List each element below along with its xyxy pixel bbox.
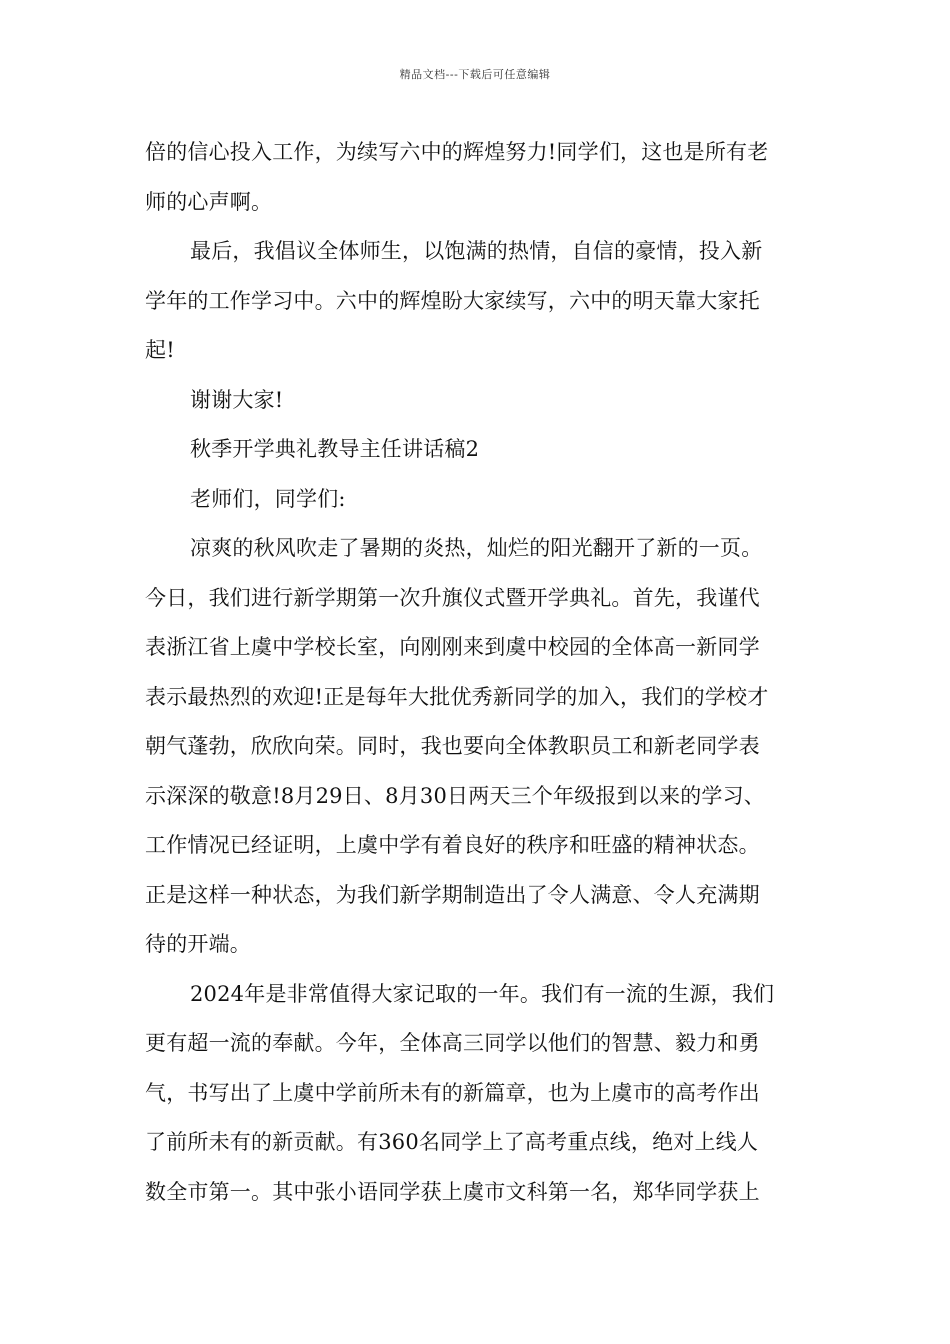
text-line: 气，书写出了上虞中学前所未有的新篇章，也为上虞市的高考作出 [145, 1080, 760, 1105]
page-header: 精品文档---下载后可任意编辑 [399, 68, 551, 81]
text-line: 表示最热烈的欢迎!正是每年大批优秀新同学的加入，我们的学校才 [145, 684, 769, 709]
text-line: 数全市第一。其中张小语同学获上虞市文科第一名，郑华同学获上 [145, 1179, 760, 1204]
text-line: 最后，我倡议全体师生，以饱满的热情，自信的豪情，投入新 [190, 239, 763, 263]
text-line: 示深深的敬意!8月29日、8月30日两天三个年级报到以来的学习、 [145, 783, 766, 808]
text-line: 师的心声啊。 [145, 189, 273, 214]
text-line: 学年的工作学习中。六中的辉煌盼大家续写，六中的明天靠大家托 [145, 288, 760, 313]
text-line: 正是这样一种状态，为我们新学期制造出了令人满意、令人充满期 [145, 882, 760, 907]
document-body [145, 128, 810, 1217]
text-line: 朝气蓬勃，欣欣向荣。同时，我也要向全体教职员工和新老同学表 [145, 734, 760, 758]
text-line: 老师们，同学们: [190, 486, 346, 511]
text-line: 了前所未有的新贡献。有360名同学上了高考重点线，绝对上线人 [145, 1130, 759, 1154]
text-line: 工作情况已经证明，上虞中学有着良好的秩序和旺盛的精神状态。 [145, 833, 760, 857]
text-line: 2024年是非常值得大家记取的一年。我们有一流的生源，我们 [190, 981, 775, 1006]
text-line: 表浙江省上虞中学校长室，向刚刚来到虞中校园的全体高一新同学 [145, 635, 760, 659]
text-line: 更有超一流的奉献。今年，全体高三同学以他们的智慧、毅力和勇 [145, 1031, 760, 1055]
text-line: 起! [145, 338, 175, 362]
text-line: 待的开端。 [145, 932, 251, 956]
text-line: 倍的信心投入工作，为续写六中的辉煌努力!同学们，这也是所有老 [145, 140, 769, 164]
text-line: 秋季开学典礼教导主任讲话稿2 [190, 437, 480, 461]
text-line: 凉爽的秋风吹走了暑期的炎热，灿烂的阳光翻开了新的一页。 [190, 536, 763, 560]
text-line: 谢谢大家! [190, 387, 284, 412]
text-line: 今日，我们进行新学期第一次升旗仪式暨开学典礼。首先，我谨代 [145, 585, 760, 610]
